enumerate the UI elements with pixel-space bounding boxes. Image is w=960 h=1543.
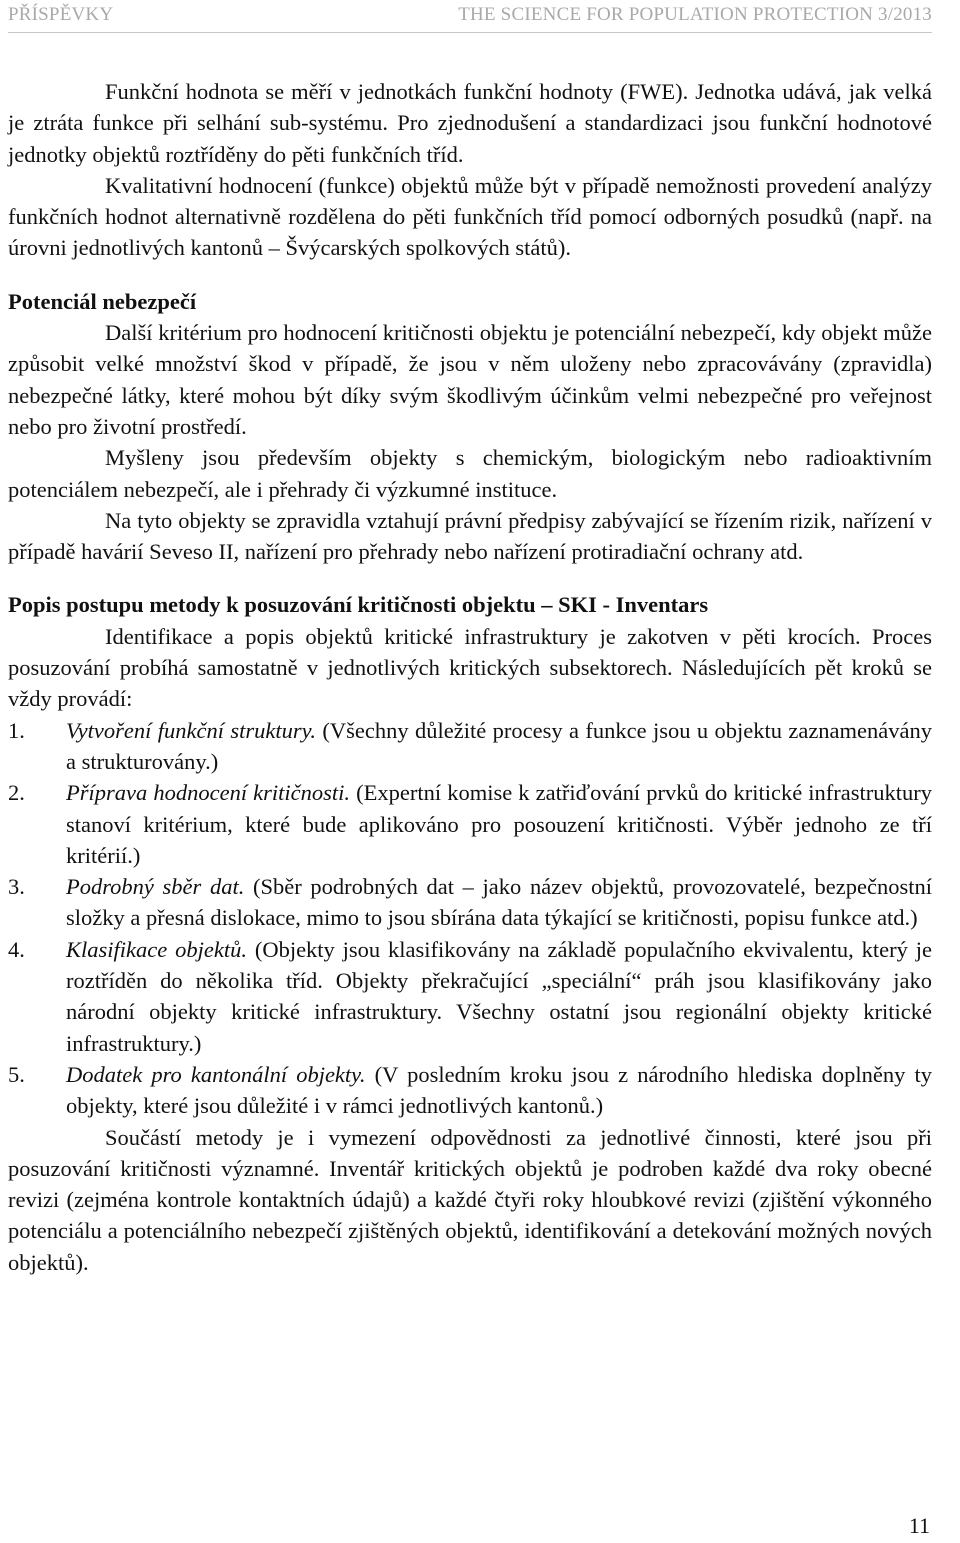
list-item xyxy=(8,1059,932,1122)
step-title: Vytvoření funkční struktury. xyxy=(66,717,317,743)
paragraph-hazard-2: Myšleny jsou především objekty s chemickým, biologickým nebo radioaktivním potenciálem nebezpečí, ale i přehrady či výzkumné instituce. xyxy=(8,445,932,502)
step-body xyxy=(66,934,932,1059)
step-number: 2. xyxy=(8,780,25,806)
page-content xyxy=(8,76,932,1278)
step-number: 5. xyxy=(8,1061,25,1087)
list-item xyxy=(8,715,932,778)
paragraph-hazard-3: Na tyto objekty se zpravidla vztahují právní předpisy zabývající se řízením rizik, nařízení v případě havárií Seveso II, nařízení pro přehrady nebo nařízení protiradiační ochrany atd. xyxy=(8,507,932,565)
spacer xyxy=(8,264,932,286)
step-text: (Sběr podrobných dat – jako název objektů, provozovatelé, bezpečnostní složky a přesná dislokace, mimo to jsou sbírána data týkající se kritičnosti, popisu funkce atd.) xyxy=(66,874,932,931)
step-text: (Všechny důležité procesy a funkce jsou u objektu zaznamenávány a strukturovány.) xyxy=(66,717,933,774)
step-text: (Expertní komise k zatřiďování prvků do kritické infrastruktury stanoví kritérium, které bude aplikováno pro posouzení kritičnosti. Výběr jednoho ze tří kritérií.) xyxy=(66,780,932,868)
section-heading-hazard-potential: Potenciál nebezpečí xyxy=(8,288,197,314)
step-text: (Objekty jsou klasifikovány na základě populačního ekvivalentu, který je roztříděn do několika tříd. Objekty překračující „speciální“ práh jsou klasifikovány jako národní objekty kritické infrastruktury. Všechny ostatní jsou regionální objekty kritické infrastruktury.) xyxy=(66,936,932,1056)
step-body xyxy=(66,871,932,934)
paragraph-qualitative-assessment: Kvalitativní hodnocení (funkce) objektů může být v případě nemožnosti provedení analýzy funkčních hodnot alternativně rozdělena do pěti funkčních tříd pomocí odborných posudků (např. na úrovni jednotlivých kantonů – Švýcarských spolkových států). xyxy=(8,172,932,261)
paragraph-closing: Součástí metody je i vymezení odpovědnosti za jednotlivé činnosti, které jsou při posuzování kritičnosti významné. Inventář kritických objektů je podroben každé dva roky obecné revizi (zejména kontrole kontaktních údajů) a každé čtyři roky hloubkové revizi (zjištění výkonného potenciálu a potenciálního nebezpečí zjištěných objektů, identifikování a detekování možných nových objektů). xyxy=(8,1124,932,1275)
step-number: 4. xyxy=(8,936,25,962)
list-item xyxy=(8,934,932,1059)
header-journal: THE SCIENCE FOR POPULATION PROTECTION 3/2013 xyxy=(458,4,932,25)
step-title: Dodatek pro kantonální objekty. xyxy=(66,1061,366,1087)
step-body xyxy=(66,1059,932,1122)
step-title: Podrobný sběr dat. xyxy=(66,874,245,900)
header-rule xyxy=(8,32,932,33)
step-number: 1. xyxy=(8,717,25,743)
steps-list xyxy=(8,715,932,1122)
list-item xyxy=(8,777,932,871)
step-title: Příprava hodnocení kritičnosti. xyxy=(66,780,351,806)
page-number: 11 xyxy=(908,1513,930,1538)
step-number: 3. xyxy=(8,874,25,900)
step-body xyxy=(66,715,932,778)
paragraph-hazard-1: Další kritérium pro hodnocení kritičnosti objektu je potenciální nebezpečí, kdy objekt může způsobit velké množství škod v případě, že jsou v něm uloženy nebo zpracovávány (zpravidla) nebezpečné látky, které mohou být díky svým škodlivým účinkům velmi nebezpečné pro veřejnost nebo pro životní prostředí. xyxy=(8,320,932,439)
step-text: (V posledním kroku jsou z národního hlediska doplněny ty objekty, které jsou důležité i v rámci jednotlivých kantonů.) xyxy=(66,1061,932,1119)
header-section: PŘÍSPĚVKY xyxy=(8,4,114,25)
list-item xyxy=(8,871,932,934)
running-header xyxy=(8,4,932,28)
paragraph-method-intro: Identifikace a popis objektů kritické infrastruktury je zakotven v pěti krocích. Proces posuzování probíhá samostatně v jednotlivých kritických subsektorech. Následujících pět kroků se vždy provádí: xyxy=(8,623,932,712)
spacer xyxy=(8,567,932,589)
section-heading-method: Popis postupu metody k posuzování kritičnosti objektu – SKI - Inventars xyxy=(8,592,709,618)
step-body xyxy=(66,777,932,871)
paragraph-functional-value: Funkční hodnota se měří v jednotkách funkční hodnoty (FWE). Jednotka udává, jak velká je ztráta funkce při selhání sub-systému. Pro zjednodušení a standardizaci jsou funkční hodnotové jednotky objektů roztříděny do pěti funkčních tříd. xyxy=(8,79,932,167)
step-title: Klasifikace objektů. xyxy=(66,936,247,962)
